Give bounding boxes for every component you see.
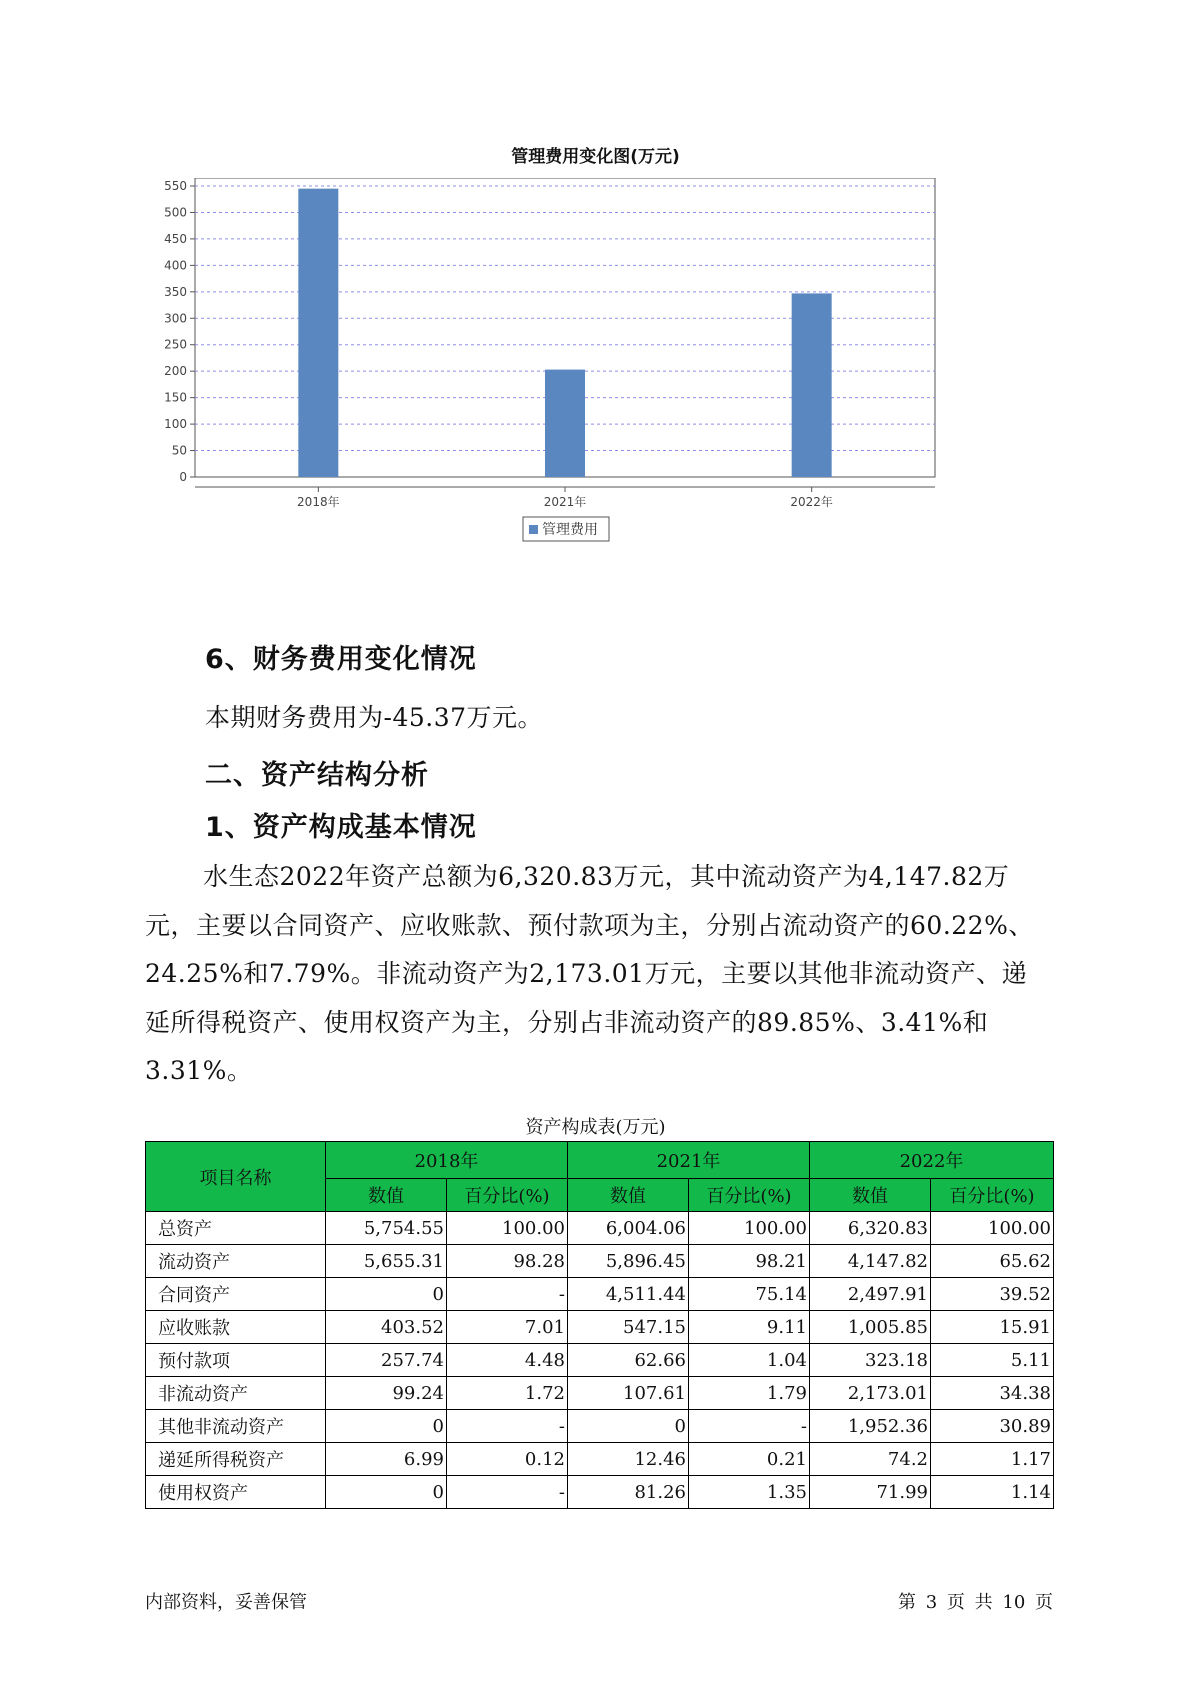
value-cell: 0 xyxy=(326,1278,447,1311)
value-cell: 6,320.83 xyxy=(810,1212,931,1245)
row-label: 使用权资产 xyxy=(146,1476,326,1509)
value-cell: 2,173.01 xyxy=(810,1377,931,1410)
value-cell: 99.24 xyxy=(326,1377,447,1410)
x-tick-label: 2022年 xyxy=(790,495,833,509)
percent-cell: 98.28 xyxy=(447,1245,568,1278)
y-tick-label: 100 xyxy=(164,417,187,432)
percent-cell: 1.35 xyxy=(689,1476,810,1509)
percent-cell: - xyxy=(447,1476,568,1509)
percent-cell: - xyxy=(447,1278,568,1311)
y-tick-label: 200 xyxy=(164,364,187,379)
percent-cell: 7.01 xyxy=(447,1311,568,1344)
table-row xyxy=(146,1410,1054,1443)
value-cell: 81.26 xyxy=(568,1476,689,1509)
asset-structure-heading: 二、资产结构分析 xyxy=(205,760,429,791)
percent-cell: 30.89 xyxy=(931,1410,1054,1443)
value-cell: 0 xyxy=(326,1410,447,1443)
row-label: 递延所得税资产 xyxy=(146,1443,326,1476)
asset-composition-heading: 1、资产构成基本情况 xyxy=(205,812,477,843)
legend-swatch xyxy=(529,525,538,534)
table-body xyxy=(146,1212,1054,1509)
table-row xyxy=(146,1344,1054,1377)
management-expense-bar-chart xyxy=(150,178,950,548)
percent-cell: 1.17 xyxy=(931,1443,1054,1476)
value-cell: 1,952.36 xyxy=(810,1410,931,1443)
footer-page-number: 第 3 页 共 10 页 xyxy=(898,1592,1053,1613)
value-cell: 0 xyxy=(568,1410,689,1443)
value-cell: 74.2 xyxy=(810,1443,931,1476)
bar-2021年 xyxy=(545,370,585,477)
percent-cell: 100.00 xyxy=(689,1212,810,1245)
legend-label: 管理费用 xyxy=(542,522,598,538)
value-cell: 323.18 xyxy=(810,1344,931,1377)
y-tick-label: 300 xyxy=(164,311,187,326)
footer-confidential-note: 内部资料，妥善保管 xyxy=(145,1592,307,1613)
row-label: 总资产 xyxy=(146,1212,326,1245)
value-cell: 1,005.85 xyxy=(810,1311,931,1344)
value-cell: 6.99 xyxy=(326,1443,447,1476)
value-subheader: 数值 xyxy=(568,1179,689,1212)
value-cell: 5,896.45 xyxy=(568,1245,689,1278)
value-cell: 62.66 xyxy=(568,1344,689,1377)
value-cell: 257.74 xyxy=(326,1344,447,1377)
table-header-row xyxy=(146,1142,1054,1179)
y-tick-label: 550 xyxy=(164,179,187,193)
y-tick-label: 450 xyxy=(164,231,187,246)
table-row xyxy=(146,1377,1054,1410)
table-row xyxy=(146,1476,1054,1509)
percent-subheader: 百分比(%) xyxy=(689,1179,810,1212)
value-cell: 2,497.91 xyxy=(810,1278,931,1311)
y-tick-label: 250 xyxy=(164,337,187,352)
percent-cell: 0.21 xyxy=(689,1443,810,1476)
value-subheader: 数值 xyxy=(810,1179,931,1212)
project-name-header: 项目名称 xyxy=(146,1142,326,1212)
row-label: 合同资产 xyxy=(146,1278,326,1311)
y-tick-label: 350 xyxy=(164,284,187,299)
row-label: 非流动资产 xyxy=(146,1377,326,1410)
percent-cell: 9.11 xyxy=(689,1311,810,1344)
value-cell: 4,511.44 xyxy=(568,1278,689,1311)
value-cell: 0 xyxy=(326,1476,447,1509)
percent-cell: 15.91 xyxy=(931,1311,1054,1344)
x-tick-label: 2018年 xyxy=(297,495,340,509)
percent-cell: - xyxy=(689,1410,810,1443)
table-caption: 资产构成表(万元) xyxy=(525,1117,666,1138)
value-cell: 71.99 xyxy=(810,1476,931,1509)
y-tick-label: 400 xyxy=(164,258,187,273)
x-tick-label: 2021年 xyxy=(543,495,587,509)
year-header: 2021年 xyxy=(568,1142,810,1179)
row-label: 其他非流动资产 xyxy=(146,1410,326,1443)
percent-cell: 1.72 xyxy=(447,1377,568,1410)
y-tick-label: 50 xyxy=(171,443,187,458)
value-cell: 107.61 xyxy=(568,1377,689,1410)
value-subheader: 数值 xyxy=(326,1179,447,1212)
table-row xyxy=(146,1212,1054,1245)
finance-expense-heading: 6、财务费用变化情况 xyxy=(205,644,477,675)
value-cell: 5,754.55 xyxy=(326,1212,447,1245)
chart-title: 管理费用变化图(万元) xyxy=(511,147,680,167)
value-cell: 5,655.31 xyxy=(326,1245,447,1278)
row-label: 流动资产 xyxy=(146,1245,326,1278)
table-row xyxy=(146,1311,1054,1344)
value-cell: 403.52 xyxy=(326,1311,447,1344)
percent-cell: 39.52 xyxy=(931,1278,1054,1311)
value-cell: 12.46 xyxy=(568,1443,689,1476)
percent-cell: 1.79 xyxy=(689,1377,810,1410)
table-row xyxy=(146,1278,1054,1311)
percent-subheader: 百分比(%) xyxy=(447,1179,568,1212)
year-header: 2018年 xyxy=(326,1142,568,1179)
percent-cell: 34.38 xyxy=(931,1377,1054,1410)
percent-cell: - xyxy=(447,1410,568,1443)
table-row xyxy=(146,1443,1054,1476)
asset-composition-table xyxy=(145,1141,1054,1509)
row-label: 预付款项 xyxy=(146,1344,326,1377)
percent-subheader: 百分比(%) xyxy=(931,1179,1054,1212)
value-cell: 4,147.82 xyxy=(810,1245,931,1278)
asset-composition-paragraph xyxy=(145,853,1050,1096)
percent-cell: 100.00 xyxy=(447,1212,568,1245)
value-cell: 547.15 xyxy=(568,1311,689,1344)
bar-2022年 xyxy=(792,293,832,477)
table-row xyxy=(146,1245,1054,1278)
row-label: 应收账款 xyxy=(146,1311,326,1344)
value-cell: 6,004.06 xyxy=(568,1212,689,1245)
finance-expense-text: 本期财务费用为-45.37万元。 xyxy=(205,703,544,732)
y-tick-label: 150 xyxy=(164,390,187,405)
percent-cell: 5.11 xyxy=(931,1344,1054,1377)
percent-cell: 100.00 xyxy=(931,1212,1054,1245)
percent-cell: 98.21 xyxy=(689,1245,810,1278)
percent-cell: 65.62 xyxy=(931,1245,1054,1278)
percent-cell: 1.04 xyxy=(689,1344,810,1377)
y-tick-label: 500 xyxy=(164,205,187,220)
percent-cell: 4.48 xyxy=(447,1344,568,1377)
bar-2018年 xyxy=(298,189,338,477)
percent-cell: 0.12 xyxy=(447,1443,568,1476)
percent-cell: 75.14 xyxy=(689,1278,810,1311)
y-tick-label: 0 xyxy=(179,470,187,484)
percent-cell: 1.14 xyxy=(931,1476,1054,1509)
asset-composition-text: 水生态2022年资产总额为6,320.83万元，其中流动资产为4,147.82万元，主要以合同资产、应收账款、预付款项为主，分别占流动资产的60.22%、24.25%和7.79%。非流动资产为2,173.01万元，主要以其他非流动资产、递延所得税资产、使用权资产为主，分别占非流动资产的89.85%、3.41%和3.31%。 xyxy=(145,862,1034,1085)
year-header: 2022年 xyxy=(810,1142,1054,1179)
